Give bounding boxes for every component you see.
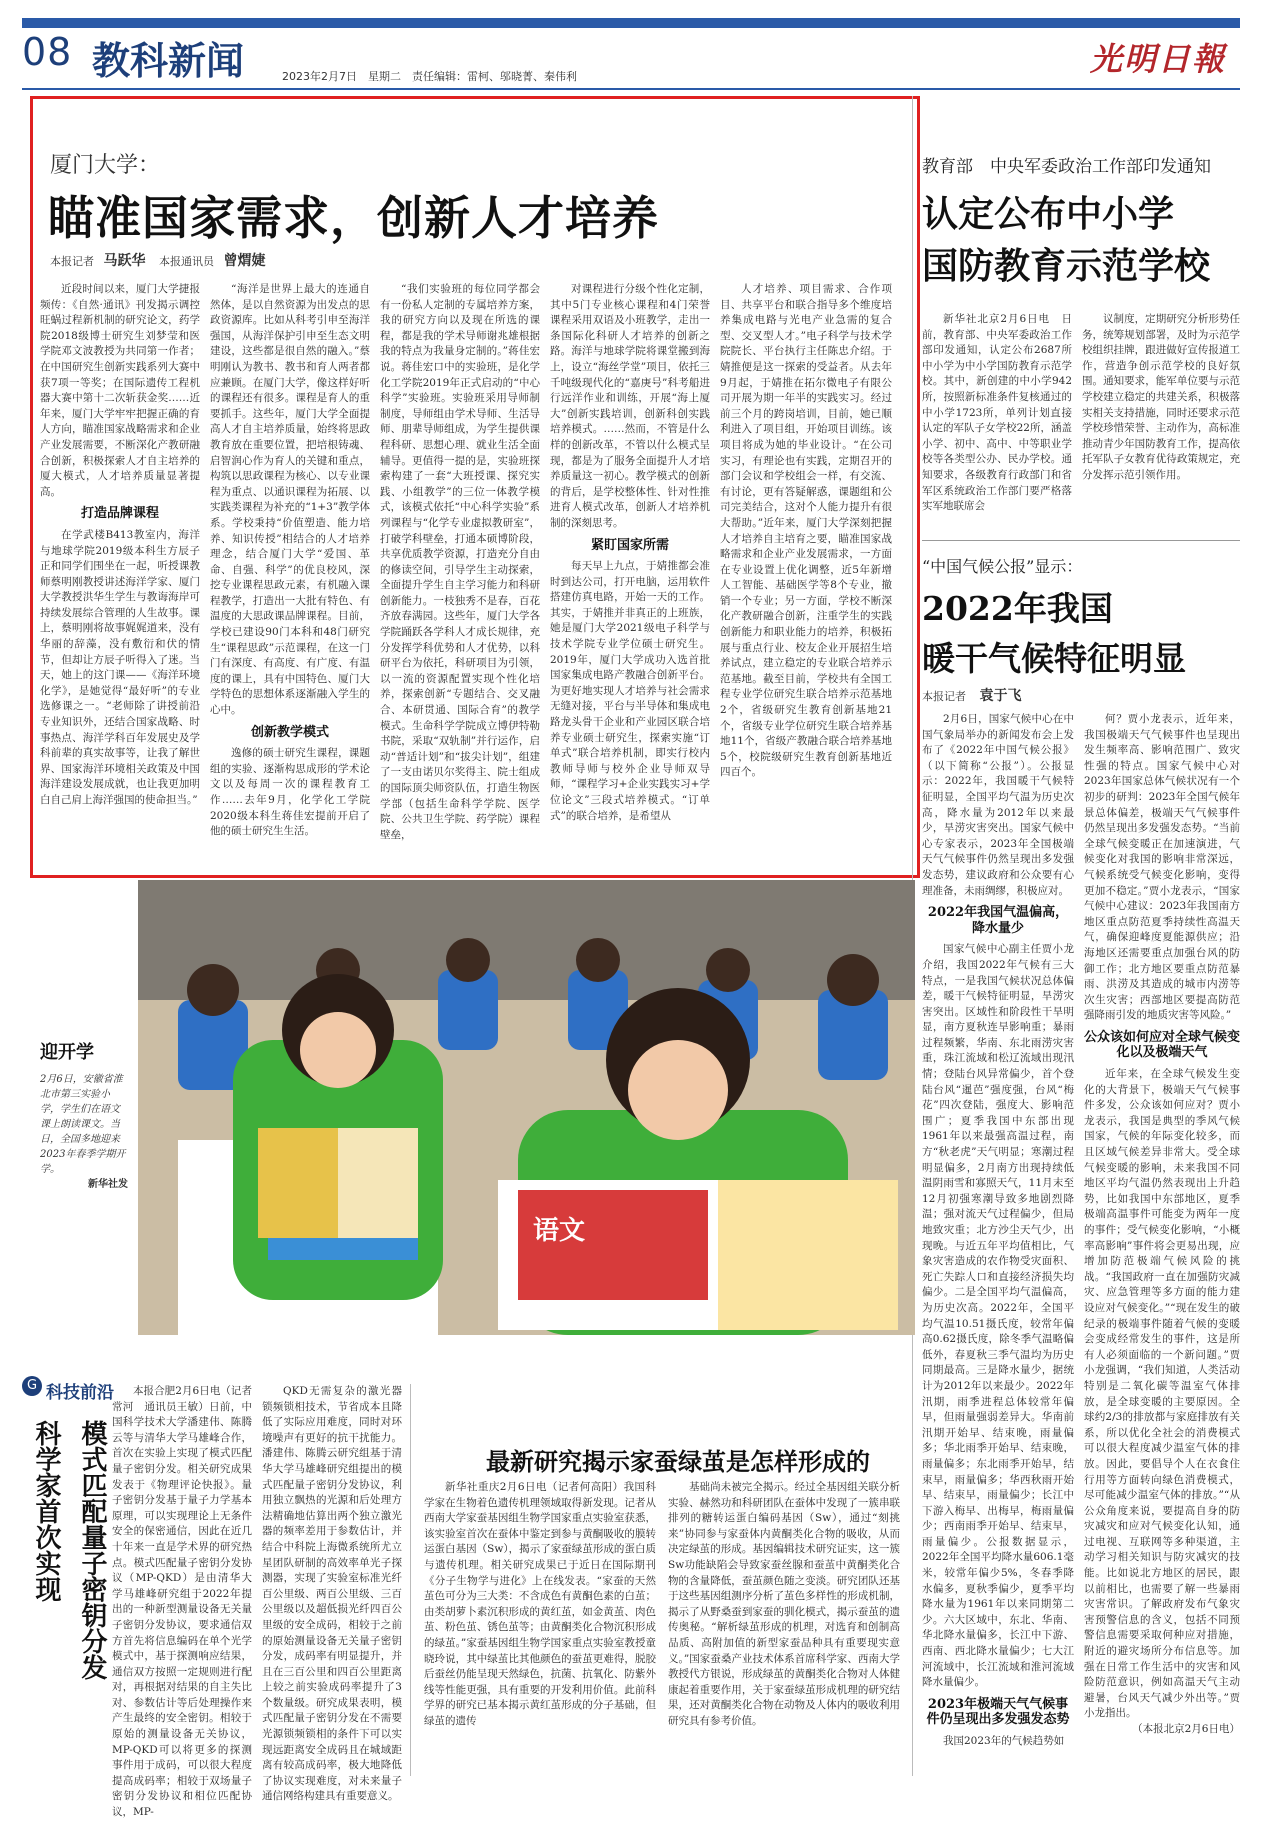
paragraph: 何？贾小龙表示，近年来，我国极端天气气候事件也呈现出发生频率高、影响范围广、致灾性强的特点。国家气候中心对2023年国家总体气候状况有一个初步的研判：2023年全国气候年景总体偏差，极端天气气候事件仍然呈现出多发强发态势。“当前全球气候变暖正在加速演进，气候变化对我国的影响非常深远，气候系统受气候变化影响，变得更加不稳定。”贾小龙表示，“国家气候中心建议：2023年我国南方地区重点防范夏季持续性高温天气，确保迎峰度夏能源供应；沿海地区还需要重点加强台风的防御工作；北方地区要重点防范暴雨、洪涝及其造成的城市内涝等次生灾害；西部地区要提高防范强降雨引发的地质灾害等风险。” <box>1084 713 1240 1022</box>
reporter-name: 曾煟婕 <box>223 253 266 269</box>
silkworm-column-1 <box>424 1480 656 1776</box>
lead-column-2 <box>210 282 370 867</box>
defense-column-1 <box>922 312 1072 532</box>
reporter-name: 马跃华 <box>103 253 146 269</box>
quantum-column-2 <box>262 1384 402 1803</box>
newspaper-masthead: 光明日報 <box>1090 40 1227 78</box>
quantum-headline: 模式匹配量子密钥分发 <box>77 1420 107 1680</box>
paragraph: “我们实验班的每位同学都会有一份私人定制的专属培养方案，我的研究方向以及现在所选的课程，都是我的学术导师谢兆雄根据我的特点为我量身定制的。”蒋佳宏说。蒋佳宏口中的实验班，是化学化工学院2019年正式启动的“中心科学”实验班。实验班采用导师制制度，导师组由学术导师、生活导师、朋辈导师组成，为学生提供课程科研、思想心理、就业生活全面辅导。更值得一提的是，实验班探索构建了一套“大班授课、探究实践、小组教学”的三位一体教学模式，该模式依托“中心科学实验”系列课程与“化学专业虚拟教研室”，打破学科壁垒，打通本硕博阶段，共享优质教学资源，打造充分自由的修读空间，引导学生主动探索，全面提升学生自主学习能力和科研创新能力。一枝独秀不是春，百花齐放春满园。这些年，厦门大学各学院踊跃各学科人才成长规律，充分发挥学科优势和人才优势，以科研平台为依托，科研项目为引领，以一流的资源配置实现个性化培养，探索创新“专题结合、交叉融合、本研贯通、国际合育”的教学模式。生命科学学院成立博伊特勒书院，采取“双轨制”并行运作，启动“普适计划”和“拔尖计划”，组建了一支由诺贝尔奖得主、院士组成的国际顶尖师资队伍，打造生物医学部（包括生命科学学院、医学院、公共卫生学院、药学院）课程壁垒， <box>380 283 540 841</box>
byline-label: 本报记者 <box>50 255 94 268</box>
climate-kicker: “中国气候公报”显示： <box>922 557 1083 576</box>
paragraph: 新华社重庆2月6日电（记者何高阳）我国科学家在生物着色遗传机理领域取得新发现。记者从西南大学家蚕基因组生物学国家重点实验室获悉，该实验室首次在蚕体中鉴定到参与黄酮吸收的膜转运蛋白基因（Sw），揭示了家蚕绿茧形成的蛋白质与遗传机理。相关研究成果已于近日在国际期刊《分子生物学与进化》上在线发表。“家蚕的天然茧色可分为三大类：不含成色有黄酮色素的白茧；由类胡萝卜素沉积形成的黄红茧，如金黄茧、肉色茧、粉色茧、锈色茧等；由黄酮类化合物沉积形成的绿茧。”家蚕基因组生物学国家重点实验室教授童晓玲说，其中绿茧比其他颜色的蚕茧更难得，脱胶后蚕丝仍能呈现天然绿色，抗菌、抗氧化、防紫外线等性能更强，具有重要的开发利用价值。此前科学界的研究已基本揭示黄红茧形成的分子基础，但绿茧的遗传 <box>424 1481 656 1727</box>
lead-headline: 瞄准国家需求，创新人才培养 <box>48 191 659 245</box>
headline-line: 暖干气候特征明显 <box>922 639 1186 678</box>
paragraph: 基础尚未被完全揭示。经过全基因组关联分析实验、赫然功和科研团队在蚕体中发现了一簇串联排列的糖转运蛋白编码基因（Sw），通过“刻挑来”协同参与家蚕体内黄酮类化合物的吸收，从而决定绿茧的形成。基因编辑技术研究证实，这一簇Sw功能缺陷会导致家蚕丝腺和蚕茧中黄酮类化合物的含量降低，蚕茧颜色随之变淡。研究团队还基于这些基因组测序分析了茧色多样性的形成机制，揭示了从野桑蚕到家蚕的驯化模式，揭示蚕茧的遗传奥秘。“解析绿茧形成的机理，对选育和创制高品质、高附加值的新型家蚕品种具有重要现实意义。”国家蚕桑产业技术体系首席科学家、西南大学教授代方银说，形成绿茧的黄酮类化合物对人体健康起着重要作用，关于家蚕绿茧形成机理的研究结果，还对黄酮类化合物在动物及人体内的吸收利用研究具有参考价值。 <box>668 1481 900 1727</box>
paragraph: 本报合肥2月6日电（记者常河 通讯员王敏）日前，中国科学技术大学潘建伟、陈腾云等与清华大学马雄峰合作，首次在实验上实现了模式匹配量子密钥分发。相关研究成果发表于《物理评论快报》。量子密钥分发基于量子力学基本原理，可以实现理论上无条件安全的保密通信，因此在近几十年来一直是学术界的研究热点。模式匹配量子密钥分发协议（MP-QKD）是由清华大学马雄峰研究组于2022年提出的一种新型测量设备无关量子密钥分发协议，要求通信双方首先将信息编码在单个光学模式中，基于探测响应结果，通信双方按照一定规则进行配对，再根据对结果的自主失比对、参数估计等后处理操作来产生最终的安全密钥。相较于原始的测量设备无关协议，MP-QKD可以将更多的探测事件用于成码，可以很大程度提高成码率；相较于双场量子密钥分发协议和相位匹配协议，MP- <box>112 1385 252 1819</box>
lead-column-3 <box>380 282 540 867</box>
paragraph: 近段时间以来，厦门大学捷报频传：《自然·通讯》刊发揭示调控旺蜗过程新机制的研究论文，药学院2018级博士研究生刘梦莹和医学院邓文波教授为共同第一作者；在中国研究生创新实践系列大赛中获7项一等奖；在国际遗传工程机器大赛中第十二次斩获金奖……近年来，厦门大学牢牢把握正确的育人方向，瞄准国家战略需求和企业产业发展需要，不断深化产教研融合创新，积极探索人才自主培养的厦大模式，人才培养质量显著提高。 <box>40 283 200 498</box>
paragraph: 在学武楼B413教室内，海洋与地球学院2019级本科生方辰子正和同学们围坐在一起，听授课教师蔡明刚教授讲述海洋学家、厦门大学教授洪华生学生与教诲海岸可持续发展综合管理的人生故事。课上，蔡明刚将故事娓娓道来，没有华丽的辞藻，没有敷衍和伏的情节，但却让方辰子听得入了迷。当天，她上的这门课——《海洋环境化学》，是她觉得“最好听”的专业选修课之一。“老师除了讲授前沿专业知识外，还结合国家战略、时事热点、海洋学科百年发展史及学科前辈的真实故事等，让我了解世界、国家海洋环境相关政策及中国海洋建设发展成就，也让我更加明白自己肩上海洋强国的使命担当。” <box>40 528 200 806</box>
paragraph: 2月6日，国家气候中心在中国气象局举办的新闻发布会上发布了《2022年中国气候公报》（以下简称“公报”）。公报显示：2022年，我国暖干气候特征明显，全国平均气温为历史次高，降水量为2012年以来最少，旱涝灾害突出。国家气候中心专家表示，2023年全国极端天气气候事件仍然呈现出多发强发态势，建议政府和公众要有心理准备，未雨绸缪，积极应对。 <box>922 713 1074 897</box>
byline-label: 本报通讯员 <box>159 255 214 268</box>
classroom-illustration <box>138 880 915 1335</box>
classroom-photo <box>138 880 915 1335</box>
silkworm-headline: 最新研究揭示家蚕绿茧是怎样形成的 <box>486 1447 870 1476</box>
paragraph: 近年来，在全球气候发生变化的大背景下，极端天气气候事件多发，公众该如何应对？贾小龙表示，我国是典型的季风气候国家，气候的年际变化较多，而且区域气候差异非常大。受全球气候变暖的影响，未来我国不同地区平均气温仍然表现出上升趋势，比如我国中东部地区，夏季极端高温事件可能变为两年一度的事件；受气候变化影响，“小概率高影响”事件将会更易出现，应增加防范极端气候风险的挑战。“我国政府一直在加强防灾减灾、应急管理等多方面的能力建设应对气候变化。”“现在发生的破纪录的极端事件随着气候的变暖会变成经常发生的事件，这是所有人必须面临的一个新问题。”贾小龙强调，“我们知道，人类活动特别是二氧化碳等温室气体排放，是全球变暖的主要原因。全球约2/3的排放都与家庭排放有关系，所以优化全社会的消费模式可以很大程度减少温室气体的排放。因此，要倡导个人在衣食住行用等方面转向绿色消费模式，尽可能减少温室气体的排放。”“从公众角度来说，要提高自身的防灾减灾和应对气候变化认知，通过电视、互联网等多种渠道，主动学习相关知识与防灾减灾的技能。比如说北方地区的居民，跟以前相比，也需要了解一些暴雨灾害常识。了解政府发布气象灾害预警信息的含义，包括不同预警信息需要采取何种应对措施，附近的避灾场所分布信息等。加强在日常工作生活中的灾害和风险防范意识，例如高温天气主动避暑，台风天气减少外出等。”贾小龙指出。 <box>1084 1068 1240 1720</box>
headline-line: 认定公布中小学 <box>922 193 1175 235</box>
lead-subhead: 创新教学模式 <box>250 724 329 740</box>
paragraph: 逸修的硕士研究生课程，课题组的实验、逐渐构思成形的学术论文以及每周一次的课程教育工作……去年9月，化学化工学院2020级本科生蒋佳宏提前开启了他的硕士研究生生活。 <box>210 747 370 838</box>
quantum-subheadline: 科学家首次实现 <box>31 1420 61 1602</box>
dateline: 2023年2月7日 星期二 责任编辑：雷柯、邬晓菁、秦伟利 <box>282 70 577 83</box>
lead-subhead: 紧盯国家所需 <box>590 537 669 553</box>
lead-byline <box>50 250 276 270</box>
header-rule <box>22 88 1240 90</box>
column-divider <box>410 1384 411 1776</box>
article-divider <box>922 540 1240 541</box>
paragraph: 新华社北京2月6日电 日前，教育部、中央军委政治工作部印发通知，认定公布2687所中小学为中小学国防教育示范学校。其中，新创建的中小学942所，按照新标准条件复核通过的中小学1723所，单列计划直接认定的军队子女学校22所，涵盖小学、初中、高中、中等职业学校等各类型公办、民办学校。通知要求，各级教育行政部门和省军区系统政治工作部门要严格落实军地联席会 <box>922 313 1072 513</box>
headline-line: 国防教育示范学校 <box>922 245 1211 287</box>
header-bar <box>22 18 1240 28</box>
page-number: 08 <box>22 30 73 74</box>
climate-subhead: 2022年我国气温偏高，降水量少 <box>927 905 1069 936</box>
science-logo-icon: G <box>22 1376 42 1396</box>
climate-subhead: 公众该如何应对全球气候变化以及极端天气 <box>1084 1029 1241 1061</box>
paragraph: “海洋是世界上最大的连通自然体，是以自然资源为出发点的思政资源库。比如从科考引申至海洋强国，从海洋保护引申至生态文明建设，这些都是很自然的融入。”蔡明刚认为教书、教书和育人两者都应兼顾。在厦门大学，像这样好听的课程还有很多。课程是育人的重要抓手。这些年，厦门大学全面提高人才自主培养质量，始终将思政教育放在重要位置，把培根铸魂、启智润心作为育人的关键和重点，构筑以思政课程为核心、以专业课程为重点、以通识课程为拓展、以实践类课程为补充的“1+3”教学体系。学校秉持“价值塑造、能力培养、知识传授”相结合的人才培养理念，结合厦门大学“爱国、革命、自强、科学”的优良校风，深挖专业课程思政元素，有机融入课程教学，打造出一大批有特色、有温度的大思政课品牌课程。目前，学校已建设90门本科和48门研究生“课程思政”示范课程，在这一门门有深度、有高度、有广度、有温度的课上，具有中国特色、厦门大学特色的思想体系逐渐融入学生的心中。 <box>210 283 370 717</box>
dateline-end: （本报北京2月6日电） <box>1132 1723 1240 1735</box>
quantum-column-1 <box>112 1384 252 1819</box>
climate-subhead: 2023年极端天气气候事件仍呈现出多发强发态势 <box>926 1696 1070 1728</box>
photo-credit: 新华社发 <box>88 1179 128 1190</box>
lead-subhead: 打造品牌课程 <box>80 506 159 522</box>
lead-column-1 <box>40 282 200 867</box>
defense-column-2 <box>1082 312 1240 532</box>
lead-column-5 <box>720 282 892 867</box>
climate-byline <box>922 685 1022 705</box>
photo-caption-title: 迎开学 <box>40 1042 94 1063</box>
paragraph: 人才培养、项目需求、合作项目、共享平台和联合指导多个维度培养集成电路与光电产业急需的复合型、交叉型人才。”电子科学与技术学院院长、平台执行主任陈忠介绍。于婧推便是这一探索的受益者。从去年9月起，于婧推在拓尔微电子有限公司开展为期一年半的实践实习。经过前三个月的跨岗培训，目前，她已顺利进入了项目组，开始项目训练。该项目将成为她的毕业设计。“在公司实习，有理论也有实践，定期召开的部门会议和学校组会一样，有交流、有讨论，更有答疑解惑，课题组和公司完美结合，这对个人能力提升有很大帮助。”近年来，厦门大学深刻把握人才培养自主培育之要，瞄准国家战略需求和企业产业发展需求，一方面在专业设置上优化调整，近5年新增人工智能、基础医学等8个专业，撤销一个专业；另一方面，学校不断深化产教研融合创新，注重学生的实践创新能力和职业能力的培养，积极拓展与重点行业、校友企业开展招生培养试点，建立稳定的专业联合培养示范基地。截至目前，学校共有全国工程专业学位研究生联合培养示范基地2个，省级研究生教育创新基地21个，省级专业学位研究生联合培养基地11个，省级产教融合联合培养基地5个，校院级研究生教育创新基地近四百个。 <box>720 283 892 779</box>
photo-caption <box>40 1072 128 1192</box>
paragraph: 国家气候中心副主任贾小龙介绍，我国2022年气候有三大特点，一是我国气候状况总体偏差，暖干气候特征明显，旱涝灾害突出。区域性和阶段性干旱明显，南方夏秋连旱影响重；暴雨过程频繁，华南、东北雨涝灾害重，珠江流域和松辽流域出现汛情；登陆台风异常偏少，首个登陆台风“暹芭”强度强，台风“梅花”四次登陆，强度大、影响范围广；夏季我国中东部出现1961年以来最强高温过程，南方“秋老虎”天气明显；寒潮过程明显偏多，2月南方出现持续低温阴雨雪和寡照天气，11月末至12月初强寒潮导致多地剧烈降温；强对流天气过程偏少，但局地致灾重；北方沙尘天气少，出现晚。与近五年平均值相比，气象灾害造成的农作物受灾面积、死亡失踪人口和直接经济损失均偏少。二是全国平均气温偏高，为历史次高。2022年，全国平均气温10.51摄氏度，较常年偏高0.62摄氏度，除冬季气温略偏低外，春夏秋三季气温均为历史同期最高。三是降水量少，据统计为2012年以来最少。2022年汛期，雨季进程总体较常年偏早，但雨量强弱差异大。华南前汛期开始早、结束晚，雨量偏多；华北雨季开始早、结束晚，雨量偏多；东北雨季开始早，结束早，雨量偏多；华西秋雨开始早、结束早，雨量偏少；长江中下游入梅早、出梅早，梅雨量偏少；西南雨季开始早、结束早，雨量偏少。公报数据显示，2022年全国平均降水量606.1毫米，较常年偏少5%，冬春季降水偏多，夏秋季偏少，夏季平均降水量为1961年以来同期第二少。六大区域中，东北、华南、华北降水量偏多，长江中下游、西南、西北降水量偏少；七大江河流域中，长江流域和淮河流域降水量偏少。 <box>922 943 1074 1689</box>
lead-column-4 <box>550 282 710 867</box>
byline-label: 本报记者 <box>922 690 966 703</box>
lead-kicker: 厦门大学： <box>50 153 161 178</box>
paragraph: 对课程进行分级个性化定制，其中5门专业核心课程和4门荣誉课程采用双语及小班教学，走出一条国际化科研人才培养的创新之路。海洋与地球学院将课堂搬到海上，设立“海丝学堂”项目，依托三千吨级现代化的“嘉庚号”科考船进行远洋作业和训练，开展“海上厦大”创新实践培训，创新科创实践培养模式。……然而，不管是什么样的创新改革，不管以什么模式呈现，都是为了服务全面提升人才培养质量这一初心。教学模式的创新的背后，是学校整体性、针对性推进育人模式改革，创新人才培养机制的深刻思考。 <box>550 283 710 529</box>
headline-line: 2022年我国 <box>922 589 1113 628</box>
paragraph: 议制度，定期研究分析形势任务，统筹规划部署，及时为示范学校组织挂牌，跟进做好宣传报道工作，营造争创示范学校的良好氛围。通知要求，能军单位要与示范学校建立稳定的共建关系，积极落实相关支持措施，同时还要求示范学校珍惜荣誉、主动作为，高标准推动青少年国防教育工作，提高依托军队子女教育优待政策规定，充分发挥示范引领作用。 <box>1082 313 1240 481</box>
textbook-label: 语文 <box>533 1216 586 1246</box>
paragraph: 每天早上九点，于婧推都会准时到达公司，打开电脑，运用软件搭建仿真电路，开始一天的工作。其实，于婧推并非真正的上班族，她是厦门大学2021级电子科学与技术学院专业学位硕士研究生。2019年，厦门大学成功入选首批国家集成电路产教融合创新平台。为更好地实现人才培养与社会需求无缝对接，平台与半导体和集成电路龙头骨干企业和产业园区联合培养专业硕士研究生，探索实施“订单式”联合培养机制，即实行校内教师导师与校外企业导师双导师，“课程学习+企业实践实习+学位论文”三段式培养模式。“订单式”的联合培养，是希望从 <box>550 560 710 822</box>
defense-headline <box>922 188 1210 292</box>
climate-column-2 <box>1084 712 1240 1774</box>
paragraph: QKD无需复杂的激光器锁频锁相技术，节省成本且降低了实际应用难度，同时对环境噪声有更好的抗干扰能力。潘建伟、陈腾云研究组基于清华大学马雄峰研究组提出的模式匹配量子密钥分发协议，利用独立飘热的光源和后处理方法精确地估算出两个独立激光器的频率差用于参数估计，并结合中科院上海微系统所尤立星团队研制的高效率单光子探测器，实现了实验室标准光纤百公里级、两百公里级、三百公里级以及超低损光纤四百公里级的安全成码，相较于之前的原始测量设备无关量子密钥分发，成码率有明显提升，并且在三百公里和四百公里距离上较之前实验成码率提升了3个数量级。研究成果表明，模式匹配量子密钥分发在不需要光源锁频锁相的条件下可以实现远距离安全成码且在城域距离有较高成码率，极大地降低了协议实现难度，对未来量子通信网络构建具有重要意义。 <box>262 1385 402 1803</box>
science-section-label: 科技前沿 <box>46 1383 114 1403</box>
reporter-name: 袁于飞 <box>979 688 1022 704</box>
section-title: 教科新闻 <box>92 39 245 83</box>
paragraph: 我国2023年的气候趋势如 <box>943 1735 1065 1747</box>
silkworm-column-2 <box>668 1480 900 1776</box>
defense-kicker: 教育部 中央军委政治工作部印发通知 <box>922 157 1211 177</box>
climate-headline <box>922 584 1186 684</box>
climate-column-1 <box>922 712 1074 1774</box>
caption-text: 2月6日，安徽省淮北市第三实验小学，学生们在语文课上朗读课文。当日，全国多地迎来2023年春季学期开学。 <box>40 1074 126 1175</box>
